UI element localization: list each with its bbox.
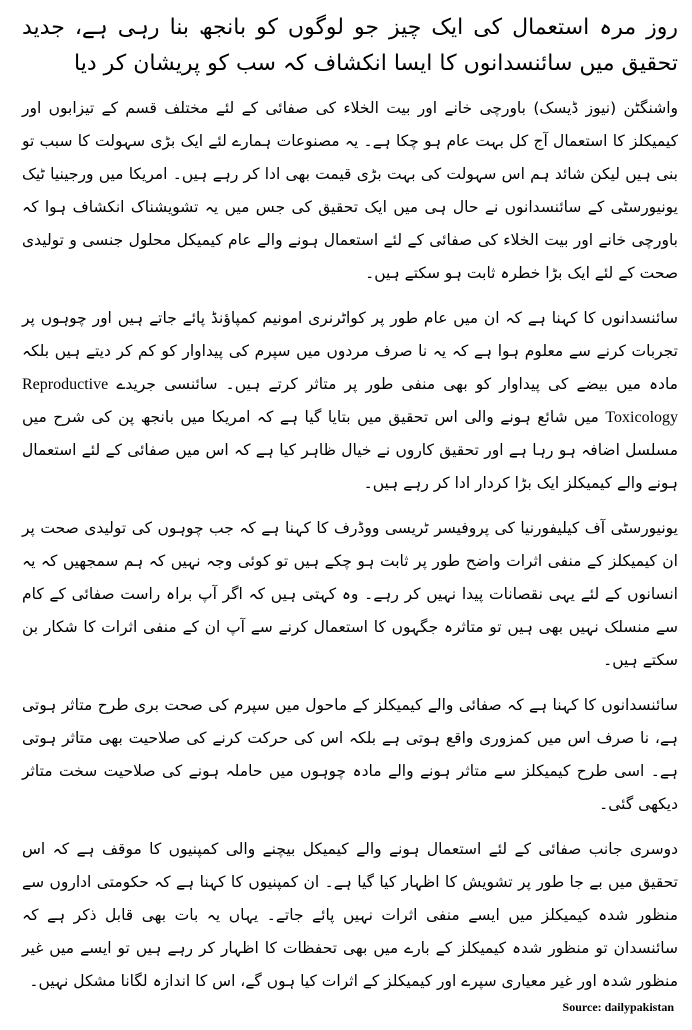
paragraph-2-text: سائنسدانوں کا کہنا ہے کہ ان میں عام طور پر کواٹرنری امونیم کمپاؤنڈ پائے جاتے ہیں اور چوہوں پر تجربات کرنے سے معلوم ہوا ہے کہ یہ نا صرف مردوں میں سپرم کی پیداوار کو کم کر دیتے ہیں بلکہ مادہ میں بیضے کی پیداوار کو بھی منفی طور پر متاثر کرتے ہیں۔ سائنسی جریدے bbox=[22, 309, 678, 393]
article-paragraph-1: واشنگٹن (نیوز ڈیسک) باورچی خانے اور بیت الخلاء کی صفائی کے لئے مختلف قسم کے تیزابوں اور کیمیکلز کا استعمال آج کل بہت عام ہو چکا ہے۔ یہ مصنوعات ہمارے لئے ایک بڑی سہولت کا سبب تو بنی ہیں لیکن شائد ہم اس سہولت کی بہت بڑی قیمت بھی ادا کر رہے ہیں۔ امریکا میں ورجینیا ٹیک یونیورسٹی کے سائنسدانوں نے حال ہی میں ایک تحقیق کی جس میں یہ تشویشناک انکشاف ہوا کہ باورچی خانے اور بیت الخلاء کی صفائی کے لئے استعمال ہونے والے عام کیمیکل محلول جنسی و تولیدی صحت کے لئے ایک بڑا خطرہ ثابت ہو سکتے ہیں۔ bbox=[22, 99, 678, 282]
article-body bbox=[22, 10, 678, 998]
article-headline: روز مرہ استعمال کی ایک چیز جو لوگوں کو بانجھ بنا رہی ہے، جدید تحقیق میں سائنسدانوں کا ایسا انکشاف کہ سب کو پریشان کر دیا bbox=[22, 15, 678, 76]
article-paragraph-5: دوسری جانب صفائی کے لئے استعمال ہونے والے کیمیکل بیچنے والی کمپنیوں کا موقف ہے کہ اس تحقیق میں بے جا طور پر تشویش کا اظہار کیا گیا ہے۔ ان کمپنیوں کا کہنا ہے کہ حکومتی اداروں سے منظور شدہ کیمیکلز میں ایسے منفی اثرات نہیں پائے جاتے۔ یہاں یہ بات بھی قابل ذکر ہے کہ سائنسدان تو منظور شدہ کیمیکلز کے بارے میں بھی تحفظات کا اظہار کر رہے ہیں تو ایسے میں غیر منظور شدہ اور غیر معیاری سپرے اور کیمیکلز کے اثرات کیا ہوں گے، اس کا اندازہ لگانا مشکل نہیں۔ bbox=[22, 840, 678, 990]
source-credit: Source: dailypakistan bbox=[562, 1000, 674, 1014]
paragraph-2-continued: میں شائع ہونے والی اس تحقیق میں بتایا گیا ہے کہ امریکا میں بانجھ پن کی شرح میں مسلسل اضافہ ہو رہا ہے اور تحقیق کاروں نے خیال ظاہر کیا ہے کہ اس میں صفائی کے لئے استعمال ہونے والے کیمیکلز ایک بڑا کردار ادا کر رہے ہیں۔ bbox=[22, 408, 678, 492]
journal-name: Reproductive Toxicology bbox=[22, 376, 679, 426]
article-paragraph-3: یونیورسٹی آف کیلیفورنیا کی پروفیسر ٹریسی ووڈرف کا کہنا ہے کہ جب چوہوں کی تولیدی صحت پر ان کیمیکلز کے منفی اثرات واضح طور پر ثابت ہو چکے ہیں تو کوئی وجہ نہیں کہ ہم سمجھیں کہ یہ انسانوں کے لئے یہی نقصانات پیدا نہیں کر رہے۔ وہ کہتی ہیں کہ اگر آپ براہ راست صفائی کے کام سے منسلک نہیں بھی ہیں تو متاثرہ جگہوں کا استعمال کرنے سے آپ ان کے منفی اثرات کا شکار بن سکتے ہیں۔ bbox=[22, 519, 678, 669]
article-paragraph-2 bbox=[22, 302, 678, 500]
article-paragraph-4: سائنسدانوں کا کہنا ہے کہ صفائی والے کیمیکلز کے ماحول میں سپرم کی صحت بری طرح متاثر ہوتی ہے، نا صرف اس میں کمزوری واقع ہوتی ہے بلکہ اس کی حرکت کرنے کی صلاحیت بھی متاثر ہوتی ہے۔ اسی طرح کیمیکلز سے متاثر ہونے والے مادہ چوہوں میں حاملہ ہونے کی صلاحیت سخت متاثر دیکھی گئی۔ bbox=[22, 696, 678, 813]
